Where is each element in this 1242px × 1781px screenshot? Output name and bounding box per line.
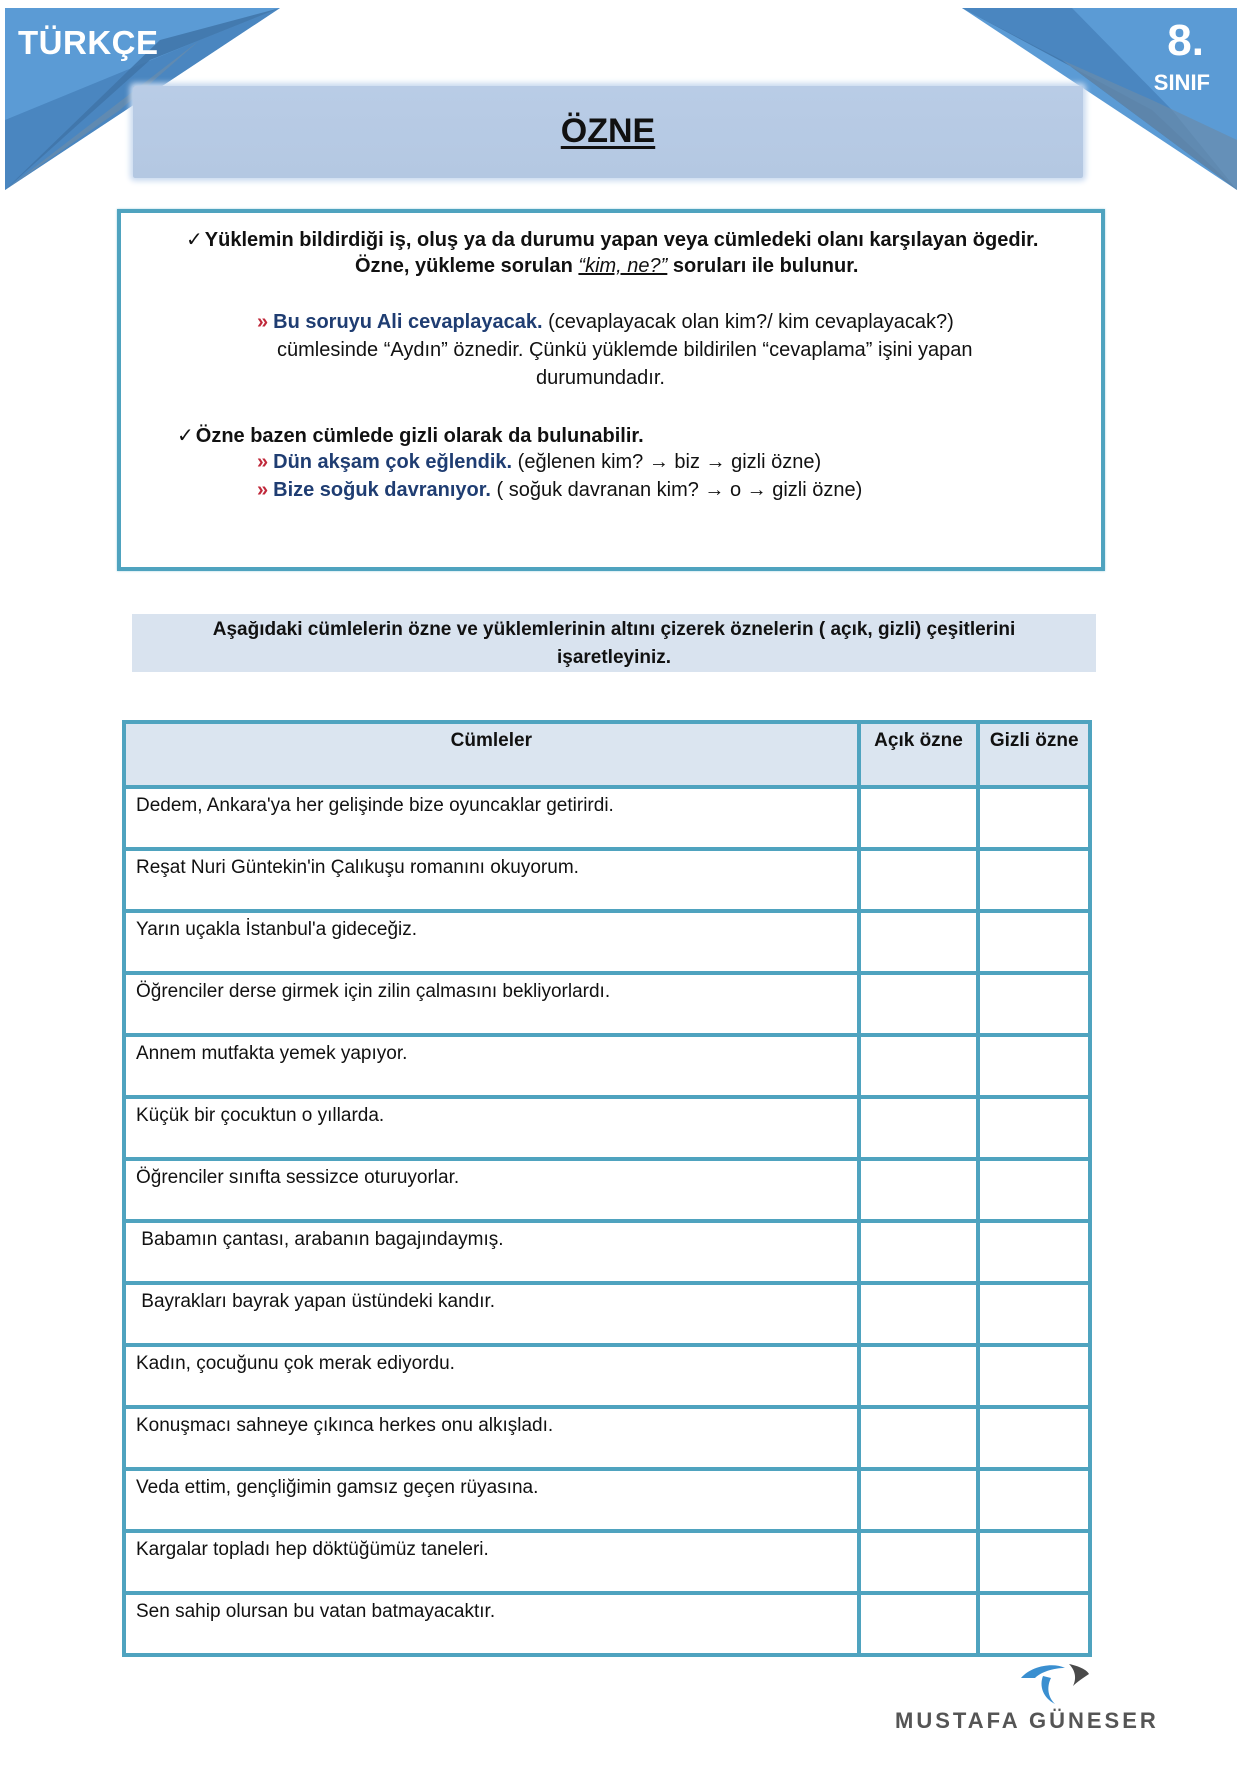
hidden-subject-checkbox-cell[interactable]	[978, 1407, 1090, 1469]
title-banner	[133, 86, 1083, 178]
explicit-subject-checkbox-cell[interactable]	[859, 787, 979, 849]
table-row	[124, 973, 1090, 1035]
sentence-cell: Veda ettim, gençliğimin gamsız geçen rüyasına.	[124, 1469, 859, 1531]
example-1-explanation: cümlesinde “Aydın” öznedir. Çünkü yüklemde bildirilen “cevaplama” işini yapan	[277, 339, 973, 361]
hidden-subject-checkbox-cell[interactable]	[978, 787, 1090, 849]
explicit-subject-checkbox-cell[interactable]	[859, 1159, 979, 1221]
table-row	[124, 849, 1090, 911]
question-words: “kim, ne?”	[578, 255, 668, 277]
explicit-subject-checkbox-cell[interactable]	[859, 1593, 979, 1655]
bullet-icon: »	[257, 451, 269, 473]
explicit-subject-checkbox-cell[interactable]	[859, 1469, 979, 1531]
table-row	[124, 787, 1090, 849]
example-sentence: Bize soğuk davranıyor.	[273, 479, 491, 501]
hidden-subject-checkbox-cell[interactable]	[978, 1283, 1090, 1345]
table-row	[124, 1097, 1090, 1159]
page-title: ÖZNE	[560, 112, 656, 150]
sentence-cell: Sen sahip olursan bu vatan batmayacaktır.	[124, 1593, 859, 1655]
logo-mark-icon	[1013, 1660, 1093, 1706]
explicit-subject-checkbox-cell[interactable]	[859, 1035, 979, 1097]
table-row	[124, 1407, 1090, 1469]
hidden-subject-checkbox-cell[interactable]	[978, 911, 1090, 973]
hidden-subject-checkbox-cell[interactable]	[978, 1345, 1090, 1407]
definition-line-2: Özne, yükleme sorulan “kim, ne?” soruları ile bulunur.	[355, 255, 859, 277]
table-row	[124, 1469, 1090, 1531]
instruction-band	[132, 614, 1096, 672]
table-row	[124, 1283, 1090, 1345]
check-icon: ✓	[186, 229, 203, 251]
brand-name: MUSTAFA GÜNESER	[895, 1708, 1159, 1733]
sentence-cell: Annem mutfakta yemek yapıyor.	[124, 1035, 859, 1097]
hidden-subject-checkbox-cell[interactable]	[978, 1221, 1090, 1283]
table-body	[124, 787, 1090, 1655]
explicit-subject-checkbox-cell[interactable]	[859, 1283, 979, 1345]
sentence-cell: Kadın, çocuğunu çok merak ediyordu.	[124, 1345, 859, 1407]
example-2	[257, 451, 821, 474]
sentence-cell: Küçük bir çocuktun o yıllarda.	[124, 1097, 859, 1159]
sentence-cell: Konuşmacı sahneye çıkınca herkes onu alkışladı.	[124, 1407, 859, 1469]
explicit-subject-checkbox-cell[interactable]	[859, 1345, 979, 1407]
column-header-sentences: Cümleler	[124, 722, 859, 787]
subject-label: TÜRKÇE	[18, 24, 159, 61]
column-header-hidden-subject: Gizli özne	[978, 722, 1090, 787]
sentence-cell: Dedem, Ankara'ya her gelişinde bize oyuncaklar getirirdi.	[124, 787, 859, 849]
instruction-line-1: Aşağıdaki cümlelerin özne ve yüklemlerinin altını çizerek öznelerin ( açık, gizli) çeşitlerini	[212, 619, 1016, 640]
sentence-cell: Yarın uçakla İstanbul'a gideceğiz.	[124, 911, 859, 973]
sentence-cell: Öğrenciler sınıfta sessizce oturuyorlar.	[124, 1159, 859, 1221]
explicit-subject-checkbox-cell[interactable]	[859, 973, 979, 1035]
table-header-row	[124, 722, 1090, 787]
sentence-cell: Kargalar topladı hep döktüğümüz taneleri.	[124, 1531, 859, 1593]
check-icon: ✓	[177, 425, 194, 447]
hidden-subject-rule: ✓ Özne bazen cümlede gizli olarak da bulunabilir.	[177, 425, 644, 447]
hidden-subject-checkbox-cell[interactable]	[978, 849, 1090, 911]
info-box	[117, 209, 1105, 571]
explicit-subject-checkbox-cell[interactable]	[859, 911, 979, 973]
brand-logo	[895, 1660, 1215, 1740]
hidden-subject-checkbox-cell[interactable]	[978, 973, 1090, 1035]
table-row	[124, 1159, 1090, 1221]
table-row	[124, 1345, 1090, 1407]
example-sentence: Dün akşam çok eğlendik.	[273, 451, 513, 473]
sentence-cell: Reşat Nuri Güntekin'in Çalıkuşu romanını okuyorum.	[124, 849, 859, 911]
explicit-subject-checkbox-cell[interactable]	[859, 849, 979, 911]
bullet-icon: »	[257, 311, 269, 333]
example-note: (eğlenen kim? → biz → gizli özne)	[512, 451, 822, 473]
example-note: ( soğuk davranan kim? → o → gizli özne)	[490, 479, 863, 501]
sentence-cell: Babamın çantası, arabanın bagajındaymış.	[124, 1221, 859, 1283]
example-1-explanation-end: durumundadır.	[536, 367, 665, 389]
instruction-line-2: işaretleyiniz.	[556, 647, 672, 668]
explicit-subject-checkbox-cell[interactable]	[859, 1407, 979, 1469]
example-sentence: Bu soruyu Ali cevaplayacak.	[273, 311, 543, 333]
sentence-cell: Bayrakları bayrak yapan üstündeki kandır.	[124, 1283, 859, 1345]
example-note: (cevaplayacak olan kim?/ kim cevaplayacak?)	[542, 311, 954, 333]
table-row	[124, 1035, 1090, 1097]
table-row	[124, 1221, 1090, 1283]
example-1	[257, 311, 954, 334]
table-row	[124, 1593, 1090, 1655]
worksheet-table	[122, 720, 1092, 1657]
explicit-subject-checkbox-cell[interactable]	[859, 1221, 979, 1283]
hidden-subject-checkbox-cell[interactable]	[978, 1469, 1090, 1531]
bullet-icon: »	[257, 479, 269, 501]
table-row	[124, 911, 1090, 973]
example-3	[257, 479, 862, 502]
hidden-subject-checkbox-cell[interactable]	[978, 1097, 1090, 1159]
table-row	[124, 1531, 1090, 1593]
definition-line-1: ✓ Yüklemin bildirdiği iş, oluş ya da durumu yapan veya cümledeki olanı karşılayan ögedir.	[186, 229, 1039, 251]
explicit-subject-checkbox-cell[interactable]	[859, 1097, 979, 1159]
hidden-subject-checkbox-cell[interactable]	[978, 1035, 1090, 1097]
hidden-subject-checkbox-cell[interactable]	[978, 1531, 1090, 1593]
column-header-explicit-subject: Açık özne	[859, 722, 979, 787]
grade-label: SINIF	[1153, 70, 1210, 95]
sentence-cell: Öğrenciler derse girmek için zilin çalmasını bekliyorlardı.	[124, 973, 859, 1035]
explicit-subject-checkbox-cell[interactable]	[859, 1531, 979, 1593]
hidden-subject-checkbox-cell[interactable]	[978, 1159, 1090, 1221]
hidden-subject-checkbox-cell[interactable]	[978, 1593, 1090, 1655]
grade-number: 8.	[1167, 16, 1204, 65]
